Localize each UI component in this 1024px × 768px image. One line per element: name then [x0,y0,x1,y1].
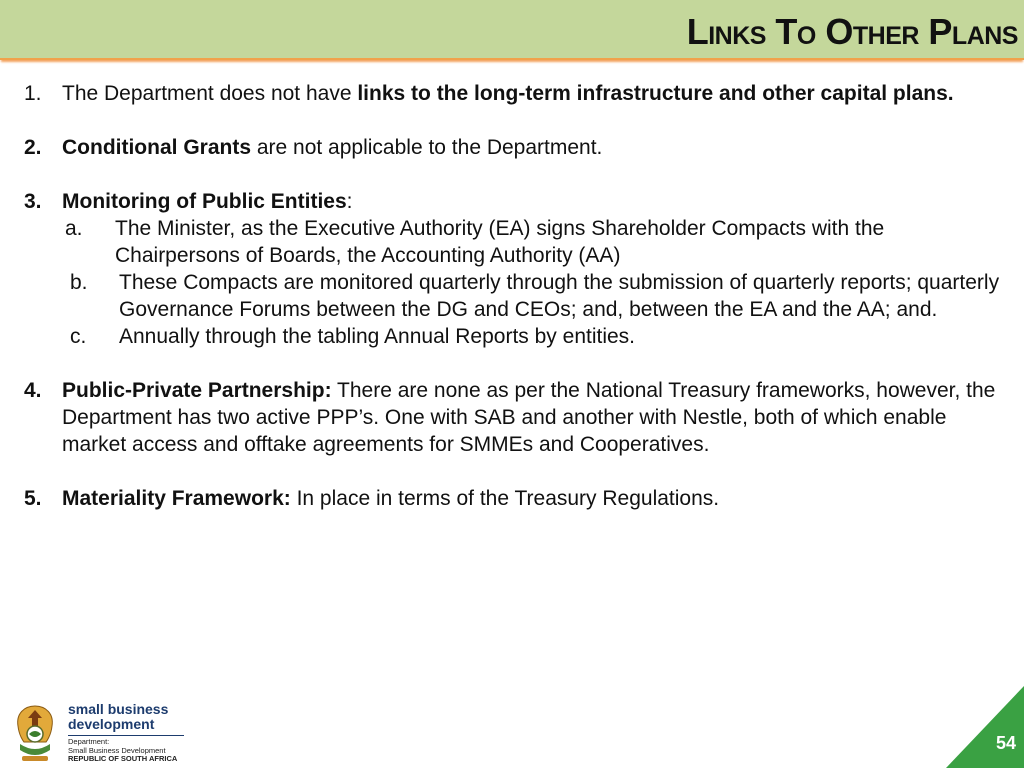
item-number: 4. [24,379,42,402]
item-text: The Department does not have [62,82,358,105]
item-number: 2. [24,136,42,159]
logo-line-2: development [68,716,155,732]
item-text: : [346,190,353,213]
list-item-5 [24,485,1014,512]
title-bar [0,0,1024,60]
list-item-2 [24,134,1014,161]
item-text: In place in terms of the Treasury Regulations. [290,487,720,510]
sub-item-text: The Minister, as the Executive Authority (EA) signs Shareholder Compacts with the Chairpersons of Boards, the Accounting Authority (AA) [115,217,885,267]
slide-content [24,80,1014,512]
sub-item-letter: b. [70,271,88,294]
sub-item-letter: a. [65,217,83,240]
item-bold-text: Public-Private Partnership: [62,379,332,402]
list-item-3 [24,188,1014,215]
item-text: are not applicable to the Department. [251,136,603,159]
logo-text [68,702,184,764]
logo-line-1: small business [68,701,169,717]
slide-title: Links To Other Plans [686,11,1018,52]
item-bold-text: Conditional Grants [62,136,251,159]
item-bold-text: Monitoring of Public Entities [62,190,347,213]
department-logo [10,700,190,764]
logo-line-5: REPUBLIC OF SOUTH AFRICA [68,754,178,763]
sub-item-text: Annually through the tabling Annual Reports by entities. [119,325,636,348]
page-corner [946,686,1024,768]
logo-divider [68,735,184,736]
logo-line-4: Small Business Development [68,745,166,755]
sub-item-a [24,215,975,269]
item-number: 3. [24,190,42,213]
sub-item-c [24,323,1014,350]
item-text: There are none as per the National Treasury frameworks, however, the Department has two active PPP’s. One with SAB and another with Nestle, both of which enable market access and offtake agreements for SMMEs and Cooperatives. [62,379,996,456]
item-number: 1. [24,82,42,105]
logo-line-3: Department: [68,737,110,746]
sub-item-b [24,269,1014,323]
sub-item-text: These Compacts are monitored quarterly through the submission of quarterly reports; quarterly Governance Forums between the DG and CEOs; and, between the EA and the AA; and. [119,271,1000,321]
sub-item-letter: c. [70,325,87,348]
list-item-4 [24,377,997,458]
item-bold-text: links to the long-term infrastructure and other capital plans. [357,82,954,105]
page-number: 54 [995,733,1016,753]
coat-of-arms-icon [10,700,60,764]
item-number: 5. [24,487,42,510]
item-bold-text: Materiality Framework: [62,487,291,510]
list-item-1 [24,80,1014,107]
